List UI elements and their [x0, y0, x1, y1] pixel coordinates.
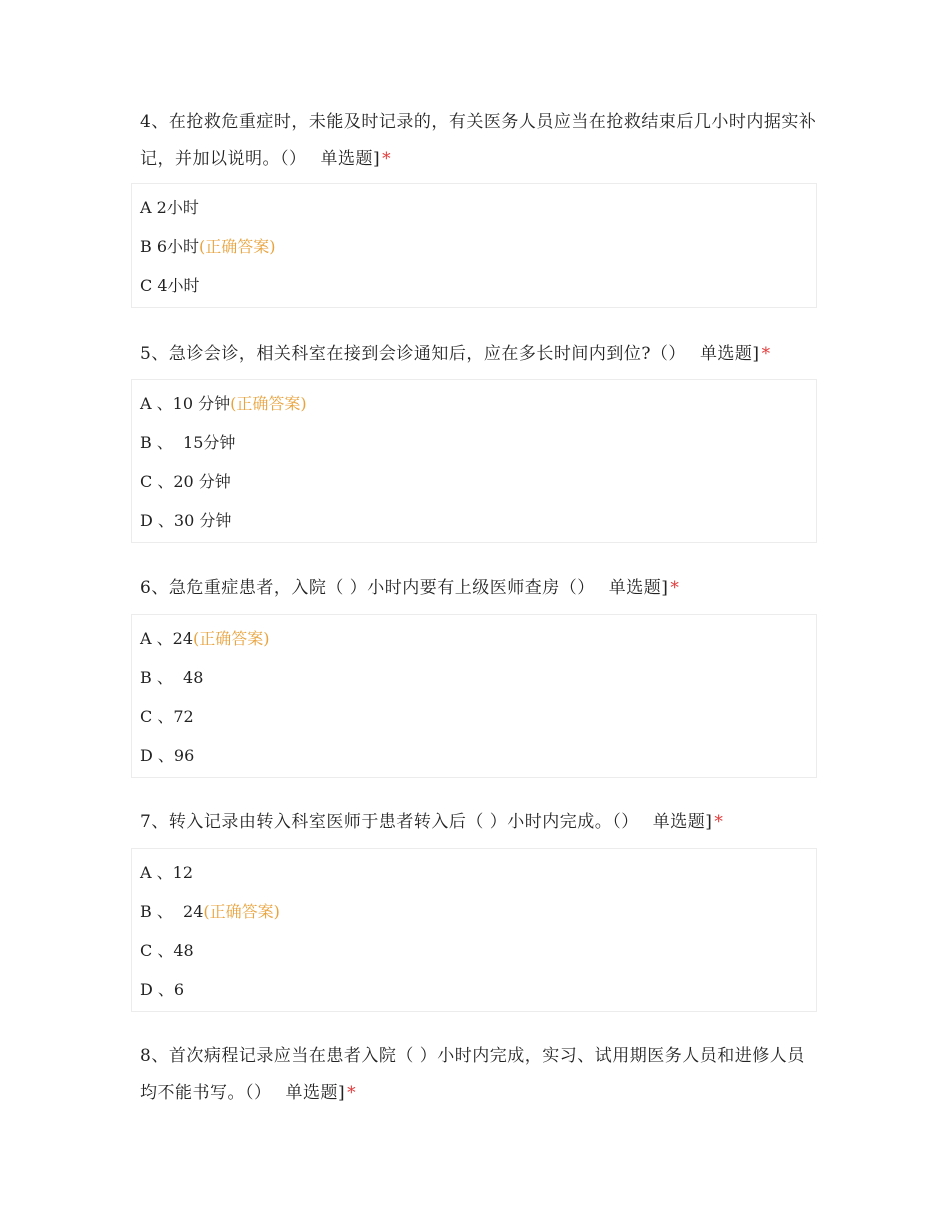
options-box — [131, 183, 817, 308]
question-title: 7、转入记录由转入科室医师于患者转入后（ ）小时内完成。（） 单选题] * — [140, 812, 724, 832]
correct-answer-tag: (正确答案) — [193, 629, 270, 648]
option[interactable]: C 、72 — [140, 707, 194, 726]
correct-answer-tag: (正确答案) — [230, 394, 307, 413]
question-title: 8、首次病程记录应当在患者入院（ ）小时内完成，实习、试用期医务人员和进修人员均不能书写。（） 单选题] * — [140, 1046, 805, 1103]
option[interactable]: C 4小时 — [140, 276, 200, 295]
required-star: * — [714, 812, 724, 832]
options-box — [131, 379, 817, 543]
required-star: * — [382, 149, 392, 169]
option[interactable]: A 、12 — [140, 863, 194, 882]
question-7 — [140, 804, 820, 841]
option[interactable]: A 、10 分钟(正确答案) — [140, 394, 307, 413]
options-box — [131, 614, 817, 778]
question-type-label: 单选题] — [285, 1083, 346, 1103]
option[interactable]: B 6小时(正确答案) — [140, 237, 276, 256]
correct-answer-tag: (正确答案) — [203, 902, 280, 921]
option[interactable]: B 、 48 — [140, 668, 204, 687]
question-6 — [140, 570, 820, 607]
option[interactable]: D 、30 分钟 — [140, 511, 232, 530]
option[interactable]: D 、6 — [140, 980, 185, 999]
required-star: * — [670, 578, 680, 598]
option[interactable]: D 、96 — [140, 746, 195, 765]
question-4 — [140, 104, 820, 178]
question-5 — [140, 336, 820, 373]
question-type-label: 单选题] — [608, 578, 669, 598]
option[interactable]: B 、 24(正确答案) — [140, 902, 280, 921]
question-8 — [140, 1038, 820, 1112]
options-box — [131, 848, 817, 1012]
required-star: * — [761, 344, 771, 364]
question-type-label: 单选题] — [652, 812, 713, 832]
required-star: * — [347, 1083, 357, 1103]
option[interactable]: A 2小时 — [140, 198, 199, 217]
option[interactable]: C 、48 — [140, 941, 194, 960]
question-type-label: 单选题] — [320, 149, 381, 169]
question-title: 4、在抢救危重症时，未能及时记录的，有关医务人员应当在抢救结束后几小时内据实补记，并加以说明。（） 单选题] * — [140, 112, 817, 169]
question-type-label: 单选题] — [699, 344, 760, 364]
option[interactable]: C 、20 分钟 — [140, 472, 231, 491]
question-title: 6、急危重症患者，入院（ ）小时内要有上级医师查房（） 单选题] * — [140, 578, 680, 598]
correct-answer-tag: (正确答案) — [199, 237, 276, 256]
option[interactable]: B 、 15分钟 — [140, 433, 236, 452]
option[interactable]: A 、24(正确答案) — [140, 629, 270, 648]
question-title: 5、急诊会诊，相关科室在接到会诊通知后，应在多长时间内到位?（） 单选题] * — [140, 344, 771, 364]
